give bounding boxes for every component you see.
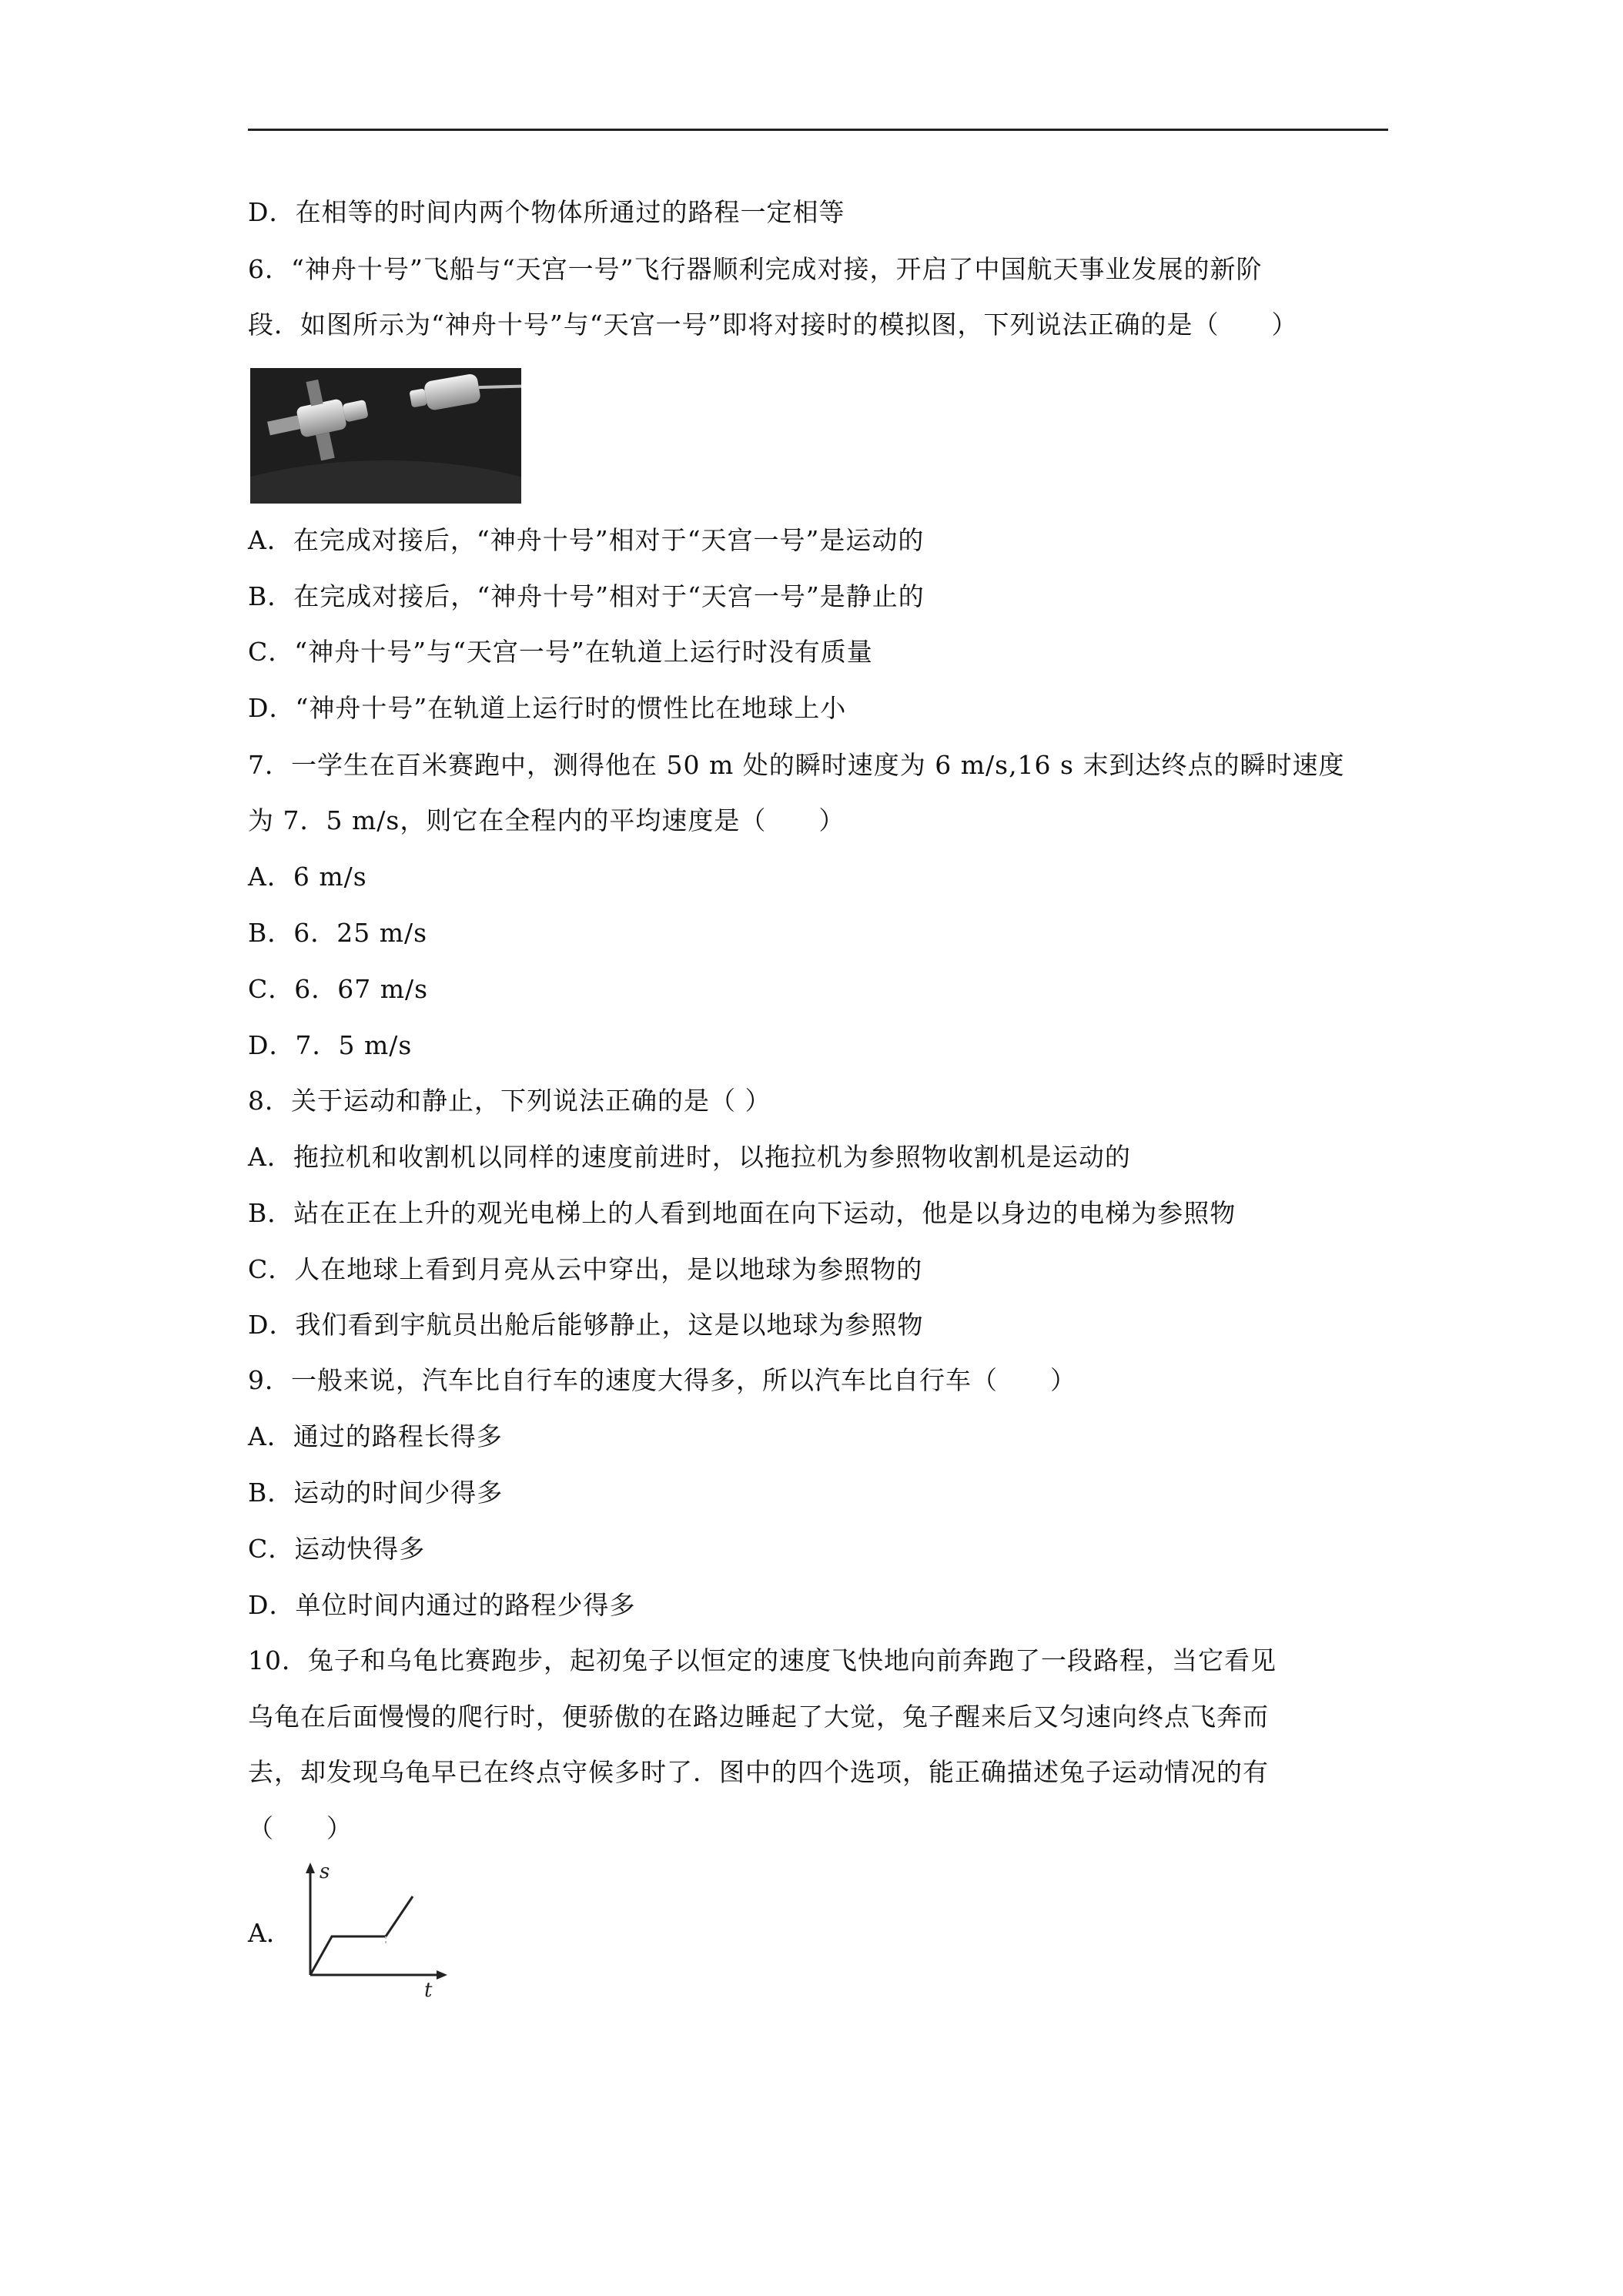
s-t-graph-option-a <box>301 1859 455 1998</box>
y-axis-arrow-icon <box>306 1863 315 1873</box>
x-axis-label: t <box>424 1979 433 1998</box>
q8-option-b: B．站在正在上升的观光电梯上的人看到地面在向下运动，他是以身边的电梯为参照物 <box>248 1198 1236 1228</box>
q5-option-d: D．在相等的时间内两个物体所通过的路程一定相等 <box>248 197 845 227</box>
q6-stem-line2: 段．如图所示为“神舟十号”与“天宫一号”即将对接时的模拟图，下列说法正确的是（ ） <box>248 310 1298 340</box>
q8-stem: 8．关于运动和静止，下列说法正确的是（ ） <box>248 1086 771 1116</box>
q6-option-c: C．“神舟十号”与“天宫一号”在轨道上运行时没有质量 <box>248 637 873 667</box>
header-rule <box>248 129 1388 131</box>
q9-option-b: B．运动的时间少得多 <box>248 1478 504 1508</box>
q7-option-c: C．6．67 m/s <box>248 974 429 1004</box>
q10-stem-line2: 乌龟在后面慢慢的爬行时，便骄傲的在路边睡起了大觉，兔子醒来后又匀速向终点飞奔而 <box>248 1702 1269 1732</box>
q7-stem-line1: 7．一学生在百米赛跑中，测得他在 50 m 处的瞬时速度为 6 m/s,16 s 末到达终点的瞬时速度 <box>248 750 1345 780</box>
final-run-segment <box>386 1896 413 1936</box>
q9-option-d: D．单位时间内通过的路程少得多 <box>248 1590 636 1620</box>
q10-option-a-label: A． <box>248 1918 292 1948</box>
q10-stem-line3: 去，却发现乌龟早已在终点守候多时了．图中的四个选项，能正确描述兔子运动情况的有 <box>248 1757 1269 1787</box>
q6-option-d: D．“神舟十号”在轨道上运行时的惯性比在地球上小 <box>248 693 847 723</box>
q7-option-a: A．6 m/s <box>248 862 367 892</box>
q10-stem-line1: 10．兔子和乌龟比赛跑步，起初兔子以恒定的速度飞快地向前奔跑了一段路程，当它看见 <box>248 1645 1277 1675</box>
spacecraft-docking-image <box>250 368 521 504</box>
rest-segment <box>310 1936 386 1975</box>
q7-option-b: B．6．25 m/s <box>248 918 428 948</box>
q8-option-d: D．我们看到宇航员出舱后能够静止，这是以地球为参照物 <box>248 1310 924 1340</box>
q9-option-c: C．运动快得多 <box>248 1534 426 1564</box>
q8-option-c: C．人在地球上看到月亮从云中穿出，是以地球为参照物的 <box>248 1254 923 1284</box>
x-axis-arrow-icon <box>437 1970 447 1980</box>
q6-option-b: B．在完成对接后，“神舟十号”相对于“天宫一号”是静止的 <box>248 581 925 611</box>
q7-stem-line2: 为 7．5 m/s，则它在全程内的平均速度是（ ） <box>248 805 845 835</box>
q6-option-a: A．在完成对接后，“神舟十号”相对于“天宫一号”是运动的 <box>248 525 925 555</box>
q9-option-a: A．通过的路程长得多 <box>248 1421 503 1451</box>
q8-option-a: A．拖拉机和收割机以同样的速度前进时，以拖拉机为参照物收割机是运动的 <box>248 1142 1131 1172</box>
y-axis-label: s <box>320 1860 330 1883</box>
q6-stem-line1: 6．“神舟十号”飞船与“天宫一号”飞行器顺利完成对接，开启了中国航天事业发展的新阶 <box>248 254 1263 284</box>
q10-stem-line4: （ ） <box>248 1813 353 1843</box>
q9-stem: 9．一般来说，汽车比自行车的速度大得多，所以汽车比自行车（ ） <box>248 1365 1076 1395</box>
q7-option-d: D．7．5 m/s <box>248 1030 413 1060</box>
